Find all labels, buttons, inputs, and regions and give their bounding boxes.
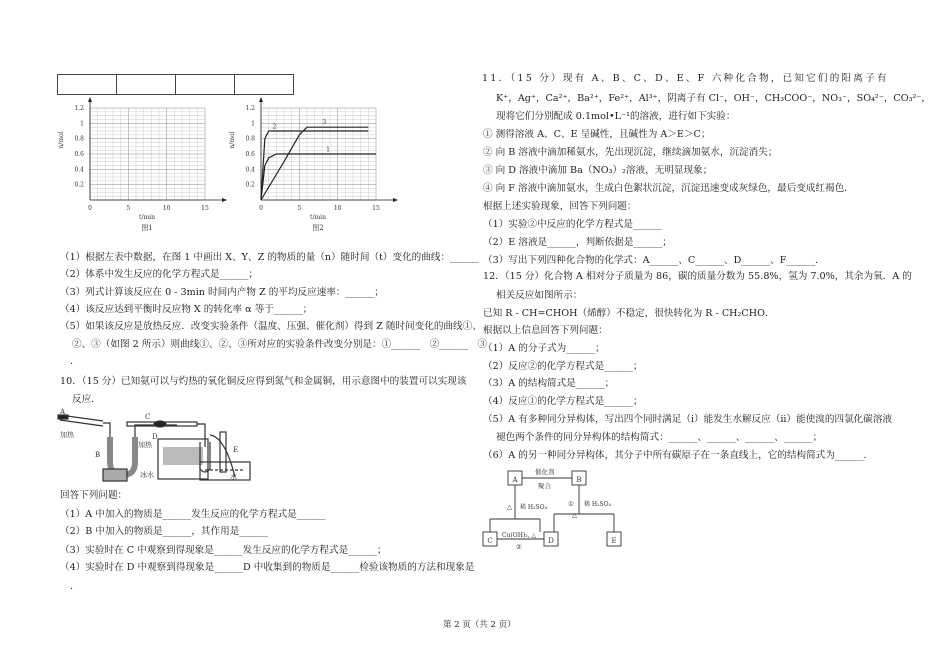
label-step-1: ① <box>568 500 574 508</box>
figure-2 <box>229 97 398 232</box>
q12-part6: （6）A 的另一种同分异构体，其分子中所有碳原子在一条直线上，它的结构简式为______． <box>483 450 874 461</box>
label-heat-b: △ <box>572 511 577 519</box>
y-axis-arrow <box>259 97 263 102</box>
q11-ions: K⁺，Ag⁺，Ca²⁺，Ba²⁺，Fe²⁺，Al³⁺，阴离子有 Cl⁻，OH⁻，CH₃COO⁻，NO₃⁻，SO₄²⁻，CO₃²⁻， <box>496 93 931 104</box>
q11-exp2: ② 向 B 溶液中滴加稀氨水，先出现沉淀，继续滴加氨水，沉淀消失； <box>483 147 778 158</box>
q11-intro: 根据上述实验现象，回答下列问题： <box>483 201 637 212</box>
y-tick-label: 1 <box>251 120 255 128</box>
x-tick-label: 5 <box>297 205 302 212</box>
curve-label: 1 <box>326 146 330 154</box>
q9-part3: （3）列式计算该反应在 0 - 3min 时间内产物 Z 的平均反应速率：______； <box>60 287 384 298</box>
label-d: D <box>152 433 158 441</box>
y-tick-label: 0.2 <box>245 181 255 189</box>
q10-part2: （2）B 中加入的物质是______，其作用是______ <box>60 526 269 537</box>
label-cuoh2: Cu(OH)₂, △ <box>502 532 537 539</box>
q12-title-cont: 相关反应如图所示： <box>496 290 583 301</box>
y-tick-label: 1.2 <box>245 105 255 112</box>
y-tick-label: 0.8 <box>245 135 255 143</box>
q11-exp4: ④ 向 F 溶液中滴加氨水，生成白色絮状沉淀，沉淀迅速变成灰绿色，最后变成红褐色． <box>483 183 854 194</box>
q12-title: 12．（15 分）化合物 A 相对分子质量为 86，碳的质量分数为 55.8%，氢为 7.0%，其余为氧．A 的 <box>483 271 912 282</box>
box-e: E <box>611 537 617 545</box>
box-b: B <box>576 476 582 484</box>
apparatus-diagram <box>55 407 255 482</box>
label-a: A <box>60 408 66 416</box>
box-c: C <box>487 537 493 545</box>
label-c: C <box>145 413 151 421</box>
q11-part1: （1）实验②中反应的化学方程式是______ <box>483 219 662 230</box>
x-axis-label: t/min <box>139 214 155 221</box>
q12-known: 已知 R - CH=CHOH（烯醇）不稳定，很快转化为 R - CH₂CHO． <box>483 308 775 319</box>
q10-part1: （1）A 中加入的物质是______发生反应的化学方程式是______ <box>60 509 326 520</box>
y-axis-label: n/mol <box>58 131 65 149</box>
x-tick-label: 15 <box>201 205 209 212</box>
q9-part5-cont: ②、③（如图 2 所示）则曲线①、②、③所对应的实验条件改变分别是：①______ ②______ ③ <box>72 339 488 350</box>
y-tick-label: 1.2 <box>74 105 84 112</box>
label-catalyst: 催化剂 <box>535 468 555 476</box>
q11-exp1: ① 测得溶液 A、C、E 呈碱性，且碱性为 A＞E＞C； <box>483 129 711 140</box>
y-tick-label: 0.6 <box>74 151 84 158</box>
label-acid-b: 稀 H₂SO₄ <box>584 501 611 508</box>
label-e: E <box>233 446 239 454</box>
q9-part5: （5）如果该反应是放热反应．改变实验条件（温度、压强、催化剂）得到 Z 随时间变化的曲线①、 <box>60 321 482 332</box>
q12-part3: （3）A 的结构简式是______； <box>483 378 615 389</box>
figure-caption: 图1 <box>141 224 153 232</box>
y-tick-label: 0.6 <box>245 151 255 158</box>
q12-intro: 根据以上信息回答下列问题： <box>483 325 608 336</box>
q10-part4-end: ． <box>70 581 80 592</box>
x-tick-label: 0 <box>259 205 263 212</box>
q11-title: 11．（15 分）现有 A、B、C、D、E、F 六种化合物，已知它们的阳离子有 <box>482 73 889 84</box>
y-tick-label: 0.4 <box>245 166 255 174</box>
box-d: D <box>548 537 554 545</box>
label-heat-2: 加热 <box>138 441 152 449</box>
q12-part2: （2）反应②的化学方程式是______； <box>483 361 643 372</box>
q11-part2: （2）E 溶液是______，判断依据是______； <box>483 237 672 248</box>
curve-label: 2 <box>272 123 277 131</box>
label-b: B <box>95 451 101 459</box>
x-tick-label: 10 <box>162 205 171 212</box>
x-tick-label: 10 <box>333 205 342 212</box>
figure-1 <box>58 97 227 232</box>
q11-exp3: ③ 向 D 溶液中滴加 Ba（NO₃）₂溶液，无明显现象； <box>483 165 713 176</box>
q10-part4: （4）实验时在 D 中观察到得现象是______D 中收集到的物质是______检验该物质的方法和现象是 <box>60 562 475 573</box>
q10-part3: （3）实验时在 C 中观察到得现象是______发生反应的化学方程式是______； <box>60 545 387 556</box>
label-polymerize: 聚合 <box>538 482 551 490</box>
label-step-2: ② <box>516 543 522 551</box>
q12-part1: （1）A 的分子式为______； <box>483 343 605 354</box>
q12-part4: （4）反应①的化学方程式是______； <box>483 396 643 407</box>
y-tick-label: 0.8 <box>74 135 84 143</box>
label-heat-a: △ <box>507 503 512 511</box>
q9-part2: （2）体系中发生反应的化学方程式是______； <box>60 269 258 280</box>
q10-intro: 回答下列问题： <box>60 490 128 501</box>
q12-part5-cont: 褪色两个条件的同分异构体的结构简式：______、______、______、______； <box>496 432 823 443</box>
q10-title-cont: 反应． <box>72 394 101 405</box>
q11-prep: 现将它们分别配成 0.1mol•L⁻¹的溶液，进行如下实验： <box>496 111 736 122</box>
label-acid-a: 稀 H₂SO₄ <box>520 504 547 511</box>
figure-caption: 图2 <box>312 224 324 232</box>
box-a: A <box>512 476 518 484</box>
x-tick-label: 0 <box>88 205 92 212</box>
y-tick-label: 0.4 <box>74 166 84 174</box>
q9-part1: （1）根据左表中数据，在图 1 中画出 X、Y、Z 的物质的量（n）随时间（t）变化的曲线：______ <box>60 252 479 263</box>
x-axis-arrow <box>222 198 227 202</box>
label-ice-water: 冰水 <box>140 471 154 479</box>
q9-part5-end: ． <box>70 356 80 367</box>
y-tick-label: 1 <box>80 120 84 128</box>
y-axis-label: n/mol <box>229 131 236 149</box>
q9-part4: （4）该反应达到平衡时反应物 X 的转化率 α 等于______； <box>60 304 313 315</box>
label-heat-1: 加热 <box>60 431 74 439</box>
page-footer: 第 2 页（共 2 页） <box>443 620 516 630</box>
x-axis-label: t/min <box>310 214 326 221</box>
x-tick-label: 15 <box>372 205 380 212</box>
label-water: 水 <box>230 473 237 481</box>
q12-part5: （5）A 有多种同分异构体，写出四个同时满足（i）能发生水解反应（ii）能使溴的四氯化碳溶液 <box>483 414 893 425</box>
curve-label: 3 <box>322 118 327 126</box>
x-axis-arrow <box>393 198 398 202</box>
q11-part3: （3）写出下列四种化合物的化学式：A______、C______、D______、F______． <box>483 255 825 266</box>
reaction-scheme <box>480 464 660 554</box>
x-tick-label: 5 <box>126 205 131 212</box>
y-axis-arrow <box>88 97 92 102</box>
figures <box>0 0 950 240</box>
q10-title: 10．（15 分）已知氨可以与灼热的氧化铜反应得到氮气和金属铜，用示意图中的装置可以实现该 <box>60 376 467 387</box>
y-tick-label: 0.2 <box>74 181 84 189</box>
